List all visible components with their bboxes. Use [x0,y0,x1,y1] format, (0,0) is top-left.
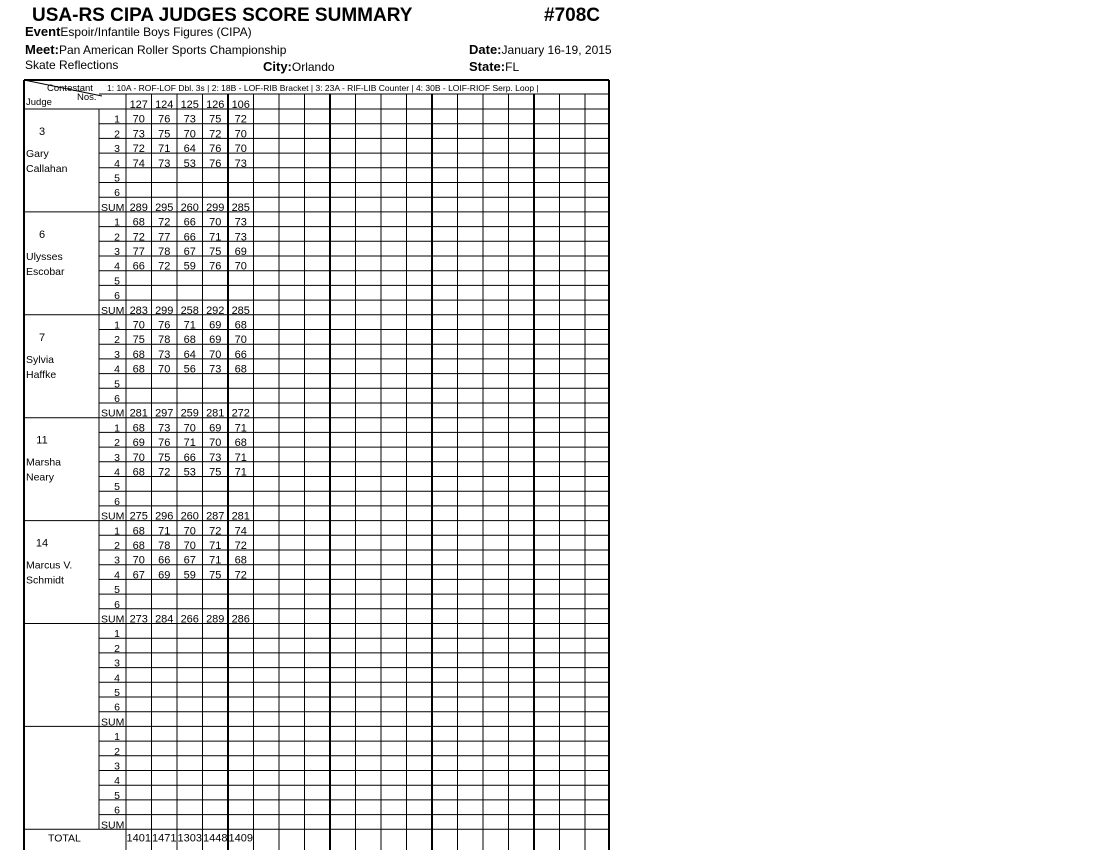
total-label: TOTAL [48,832,81,845]
event-value: Espoir/Infantile Boys Figures (CIPA) [60,25,252,39]
score-value: 71 [183,437,196,450]
row-label: 1 [114,319,120,332]
score-value: 59 [183,260,196,273]
score-value: 66 [132,260,145,273]
score-value: 76 [158,437,171,450]
score-value: 73 [183,113,196,126]
sum-value: 297 [155,407,174,420]
score-value: 74 [234,525,247,538]
score-value: 73 [132,128,145,141]
row-label: 5 [114,789,120,802]
city-value: Orlando [291,60,335,74]
score-value: 75 [158,451,171,464]
event-label: Event [25,24,61,39]
sum-value: 260 [180,201,199,214]
row-label: 3 [114,246,120,258]
row-label: 3 [114,554,120,567]
score-value: 70 [132,451,145,464]
judge-number: 14 [35,537,49,550]
score-value: 75 [209,246,222,258]
score-value: 68 [132,216,145,229]
row-label: 6 [114,393,120,405]
row-label: 4 [114,157,120,170]
score-value: 68 [132,348,145,361]
row-label: 6 [114,598,120,611]
total-value: 1401 [126,832,151,845]
meet-value: Pan American Roller Sports Championship [58,43,287,57]
contestant-number: 106 [231,99,250,111]
contestant-number: 127 [129,99,148,111]
score-value: 67 [132,569,145,582]
sum-value: 260 [180,510,199,523]
score-value: 77 [132,246,145,258]
sum-label: SUM [101,613,125,626]
score-value: 71 [158,143,171,156]
score-value: 75 [209,466,222,479]
sum-value: 273 [129,613,148,626]
sum-value: 275 [129,510,148,523]
judge-number: 3 [38,126,46,138]
score-value: 73 [158,422,171,435]
corner-nos-label: Nos. [77,92,97,103]
row-label: 1 [114,422,120,435]
row-label: 5 [114,172,120,185]
sum-value: 285 [231,201,250,214]
sum-value: 299 [155,304,174,317]
sum-value: 296 [155,510,174,523]
score-value: 72 [209,128,222,141]
sum-value: 283 [129,304,148,317]
score-value: 70 [132,319,145,332]
date-label: Date: [469,42,502,57]
score-value: 68 [183,334,196,347]
score-value: 71 [183,319,196,332]
score-value: 66 [234,348,247,361]
row-label: 5 [114,687,120,699]
score-value: 75 [158,128,171,141]
sheet-title: USA-RS CIPA JUDGES SCORE SUMMARY [32,5,413,26]
score-value: 75 [209,113,222,126]
sum-value: 292 [206,304,225,317]
score-value: 70 [234,128,247,141]
form-number: #708C [544,5,600,26]
row-label: 2 [114,231,120,244]
row-label: 2 [114,745,120,758]
score-value: 72 [234,113,247,126]
row-label: 3 [114,348,120,361]
row-label: 5 [114,275,120,288]
score-value: 70 [183,540,196,552]
score-value: 74 [132,157,145,170]
score-value: 73 [234,157,247,170]
judge-number: 11 [36,434,48,447]
sum-value: 289 [129,201,148,214]
score-value: 73 [158,157,171,170]
judge-number: 6 [38,228,46,241]
score-value: 64 [183,348,196,361]
sum-value: 259 [180,407,199,420]
row-label: 6 [114,495,120,508]
score-value: 78 [158,246,171,258]
state-value: FL [505,60,520,74]
score-value: 70 [234,143,247,156]
score-value: 73 [234,231,247,244]
score-value: 73 [209,363,222,376]
score-value: 68 [132,363,145,376]
score-value: 70 [209,348,222,361]
score-value: 70 [183,422,196,435]
score-value: 75 [209,569,222,582]
sum-label: SUM [101,819,125,832]
score-value: 72 [158,216,171,229]
score-value: 70 [209,216,222,229]
score-value: 70 [234,260,247,273]
score-value: 71 [209,231,222,244]
score-value: 66 [183,216,196,229]
score-value: 70 [158,363,171,376]
sum-value: 266 [180,613,199,626]
row-label: 1 [114,525,120,538]
score-value: 64 [183,143,196,156]
score-value: 72 [209,525,222,538]
score-value: 68 [132,422,145,435]
score-value: 66 [183,451,196,464]
sum-value: 281 [206,407,225,420]
row-label: 1 [114,216,120,229]
meet-label: Meet: [25,42,59,57]
score-value: 70 [183,128,196,141]
contestant-number: 126 [206,99,225,111]
sum-value: 285 [231,304,250,317]
score-value: 69 [158,569,171,582]
judge-last-name: Escobar [26,265,65,278]
score-value: 76 [158,319,171,332]
score-value: 71 [234,451,247,464]
score-value: 66 [158,554,171,567]
row-label: 4 [114,466,120,479]
row-label: 2 [114,334,120,347]
sum-label: SUM [101,407,125,420]
corner-contestant-label: Contestant [47,83,93,94]
row-label: 3 [114,657,120,670]
sum-value: 258 [180,304,199,317]
row-label: 2 [114,437,120,450]
score-value: 56 [183,363,196,376]
score-value: 71 [158,525,171,538]
row-label: 4 [114,569,120,582]
score-value: 70 [183,525,196,538]
score-value: 73 [158,348,171,361]
row-label: 4 [114,363,120,376]
score-value: 68 [234,363,247,376]
row-label: 3 [114,760,120,773]
total-value: 1448 [203,832,228,845]
row-label: 4 [114,260,120,273]
score-value: 72 [234,569,247,582]
score-value: 77 [158,231,171,244]
row-label: 5 [114,378,120,391]
state-label: State: [469,59,506,74]
sum-value: 295 [155,201,174,214]
sum-value: 286 [231,613,250,626]
score-value: 66 [183,231,196,244]
score-value: 67 [183,246,196,258]
row-label: 5 [114,481,120,494]
score-value: 68 [234,319,247,332]
score-value: 76 [209,260,222,273]
sum-value: 287 [206,510,225,523]
sum-label: SUM [101,510,125,523]
corner-judge-label: Judge [26,97,52,108]
total-value: 1409 [228,832,253,845]
sum-value: 299 [206,201,225,214]
row-label: 5 [114,584,120,597]
score-value: 67 [183,554,196,567]
judge-first-name: Marcus V. [26,559,73,572]
score-value: 72 [234,540,247,552]
judge-last-name: Haffke [26,368,57,381]
score-value: 71 [209,540,222,552]
judge-last-name: Schmidt [26,574,64,587]
judge-last-name: Neary [26,471,55,484]
sum-value: 289 [206,613,225,626]
sum-value: 281 [129,407,148,420]
total-value: 1303 [177,832,202,845]
score-value: 72 [132,143,145,156]
row-label: 6 [114,701,120,714]
score-value: 53 [183,157,196,170]
score-value: 59 [183,569,196,582]
score-value: 70 [209,437,222,450]
row-label: 3 [114,451,120,464]
score-value: 71 [234,466,247,479]
score-value: 70 [132,113,145,126]
score-value: 68 [132,540,145,552]
score-value: 69 [234,246,247,258]
sum-label: SUM [101,716,125,729]
row-label: 6 [114,290,120,303]
row-label: 6 [114,804,120,817]
score-value: 72 [158,466,171,479]
score-value: 78 [158,334,171,347]
sum-value: 272 [231,407,250,420]
row-label: 1 [114,731,120,744]
judge-first-name: Marsha [26,456,62,469]
total-value: 1471 [152,832,177,845]
sum-label: SUM [101,201,125,214]
date-value: January 16-19, 2015 [501,43,612,57]
score-value: 68 [132,525,145,538]
row-label: 1 [114,628,120,641]
score-value: 70 [234,334,247,347]
judge-first-name: Gary [26,148,49,160]
score-value: 76 [209,157,222,170]
score-value: 68 [234,554,247,567]
row-label: 2 [114,540,120,552]
row-label: 3 [114,143,120,156]
score-value: 71 [234,422,247,435]
judge-last-name: Callahan [26,163,68,175]
score-value: 53 [183,466,196,479]
row-label: 1 [114,113,120,126]
row-label: 4 [114,775,120,788]
judge-first-name: Ulysses [26,250,63,263]
city-label: City: [263,59,292,74]
score-value: 69 [132,437,145,450]
figures-caption: 1: 10A - ROF-LOF Dbl. 3s | 2: 18B - LOF-RIB Bracket | 3: 23A - RIF-LIB Counter | 4: 30B - LOIF-RIOF Serp. Loop | [107,83,539,93]
score-value: 69 [209,334,222,347]
contestant-number: 124 [155,99,174,111]
row-label: 6 [114,187,120,200]
score-value: 68 [132,466,145,479]
score-value: 72 [132,231,145,244]
sum-value: 284 [155,613,174,626]
score-value: 73 [234,216,247,229]
sum-label: SUM [101,304,125,317]
row-label: 2 [114,128,120,141]
score-value: 71 [209,554,222,567]
score-value: 70 [132,554,145,567]
score-value: 73 [209,451,222,464]
judge-number: 7 [38,331,46,344]
row-label: 4 [114,672,120,685]
contestant-number: 125 [180,99,199,111]
score-value: 69 [209,319,222,332]
score-value: 78 [158,540,171,552]
club-name: Skate Reflections [25,58,119,72]
score-value: 72 [158,260,171,273]
sum-value: 281 [231,510,250,523]
row-label: 2 [114,642,120,655]
score-value: 76 [209,143,222,156]
score-value: 68 [234,437,247,450]
score-value: 76 [158,113,171,126]
score-value: 75 [132,334,145,347]
judge-first-name: Sylvia [26,353,55,366]
score-value: 69 [209,422,222,435]
